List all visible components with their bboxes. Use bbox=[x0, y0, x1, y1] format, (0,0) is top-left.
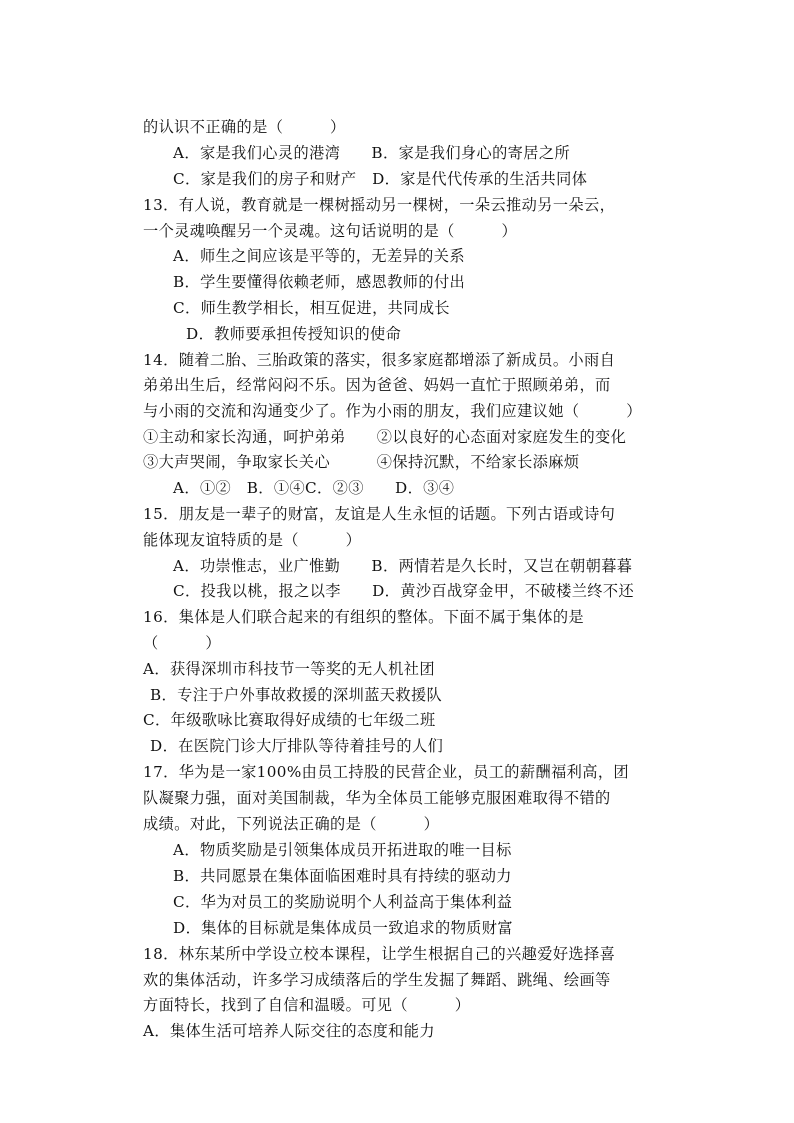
text-line: 欢的集体活动，许多学习成绩落后的学生发掘了舞蹈、跳绳、绘画等 bbox=[143, 971, 611, 989]
text-line: A．获得深圳市科技节一等奖的无人机社团 bbox=[143, 660, 435, 678]
text-line: 队凝聚力强，面对美国制裁，华为全体员工能够克服困难取得不错的 bbox=[143, 789, 611, 807]
text-line: A．师生之间应该是平等的，无差异的关系 bbox=[173, 247, 465, 265]
text-line: 成绩。对此，下列说法正确的是（ ） bbox=[143, 815, 440, 833]
text-line: D．在医院门诊大厅排队等待着挂号的人们 bbox=[150, 737, 444, 755]
text-line: 14．随着二胎、三胎政策的落实，很多家庭都增添了新成员。小雨自 bbox=[143, 351, 616, 369]
text-line: B．学生要懂得依赖老师，感恩教师的付出 bbox=[173, 273, 466, 291]
text-line: 18．林东某所中学设立校本课程，让学生根据自己的兴趣爱好选择喜 bbox=[143, 945, 616, 963]
text-line: （ ） bbox=[143, 634, 221, 652]
text-line: 16．集体是人们联合起来的有组织的整体。下面不属于集体的是 bbox=[143, 608, 584, 626]
text-line: 13．有人说，教育就是一棵树摇动另一棵树，一朵云推动另一朵云， bbox=[143, 196, 616, 214]
text-line: 能体现友谊特质的是（ ） bbox=[143, 531, 362, 549]
text-line: D．教师要承担传授知识的使命 bbox=[186, 325, 402, 343]
text-line: C．师生教学相长，相互促进，共同成长 bbox=[173, 299, 451, 317]
text-line: C．年级歌咏比赛取得好成绩的七年级二班 bbox=[143, 711, 436, 729]
text-line: B．专注于户外事故救援的深圳蓝天救援队 bbox=[150, 686, 443, 704]
text-line: 17．华为是一家100%由员工持股的民营企业，员工的薪酬福利高，团 bbox=[143, 763, 630, 781]
text-line: A．集体生活可培养人际交往的态度和能力 bbox=[143, 1022, 435, 1040]
text-line: ①主动和家长沟通，呵护弟弟 ②以良好的心态面对家庭发生的变化 bbox=[143, 428, 627, 446]
text-line: 方面特长，找到了自信和温暖。可见（ ） bbox=[143, 996, 471, 1014]
text-line: B．共同愿景在集体面临困难时具有持续的驱动力 bbox=[173, 867, 512, 885]
text-line: A．物质奖励是引领集体成员开拓进取的唯一目标 bbox=[173, 841, 512, 859]
text-line: 一个灵魂唤醒另一个灵魂。这句话说明的是（ ） bbox=[143, 222, 518, 240]
text-line: 弟弟出生后，经常闷闷不乐。因为爸爸、妈妈一直忙于照顾弟弟，而 bbox=[143, 376, 611, 394]
text-line: C．家是我们的房子和财产 D．家是代代传承的生活共同体 bbox=[173, 170, 588, 188]
text-line: A．①② B．①④C．②③ D．③④ bbox=[173, 479, 455, 497]
text-line: A．家是我们心灵的港湾 B．家是我们身心的寄居之所 bbox=[173, 144, 571, 162]
text-line: C．华为对员工的奖励说明个人利益高于集体利益 bbox=[173, 893, 513, 911]
text-line: C．投我以桃，报之以李 D．黄沙百战穿金甲，不破楼兰终不还 bbox=[173, 582, 635, 600]
text-line: 15．朋友是一辈子的财富，友谊是人生永恒的话题。下列古语或诗句 bbox=[143, 505, 616, 523]
text-line: D．集体的目标就是集体成员一致追求的物质财富 bbox=[173, 919, 513, 937]
text-line: ③大声哭闹，争取家长关心 ④保持沉默，不给家长添麻烦 bbox=[143, 453, 580, 471]
text-line: 的认识不正确的是（ ） bbox=[143, 118, 346, 136]
text-line: A．功崇惟志，业广惟勤 B．两情若是久长时，又岂在朝朝暮暮 bbox=[173, 557, 633, 575]
text-line: 与小雨的交流和沟通变少了。作为小雨的朋友，我们应建议她（ ） bbox=[143, 402, 642, 420]
